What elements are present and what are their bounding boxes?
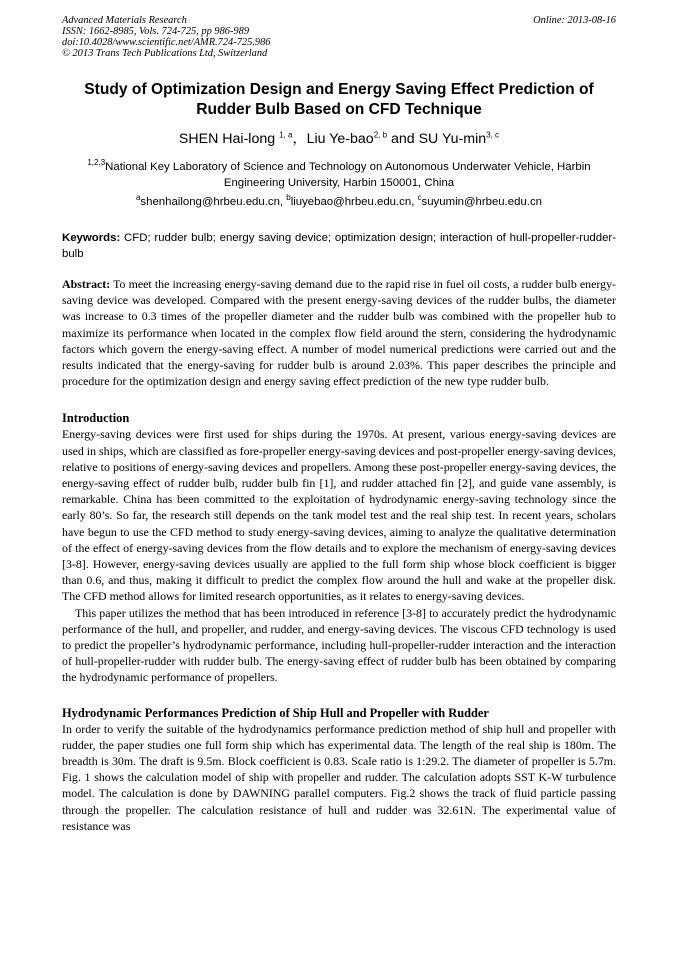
abstract [62, 276, 616, 389]
title-line-1: Study of Optimization Design and Energy Saving Effect Prediction of [84, 81, 594, 98]
author-3: SU Yu-min [418, 131, 487, 147]
paper-title [62, 80, 616, 120]
email-1[interactable]: shenhailong@hrbeu.edu.cn, [140, 196, 287, 208]
abstract-label: Abstract: [62, 277, 111, 291]
author-3-sup: 3, c [486, 130, 500, 140]
affiliation-line-1: National Key Laboratory of Science and Technology on Autonomous Underwater Vehicle, Harbin [105, 161, 591, 173]
email-2[interactable]: liuyebao@hrbeu.edu.cn, [290, 196, 418, 208]
doi[interactable]: doi:10.4028/www.scientific.net/AMR.724-725.986 [62, 37, 271, 48]
author-1-sup: 1, a [279, 130, 293, 140]
section-heading-hydrodynamic: Hydrodynamic Performances Prediction of Ship Hull and Propeller with Rudder [62, 705, 489, 720]
issn: ISSN: 1662-8985, Vols. 724-725, pp 986-989 [62, 26, 250, 37]
email-sup-c: c [417, 193, 422, 203]
journal-header [62, 15, 616, 59]
journal-name: Advanced Materials Research [62, 15, 187, 26]
author-list [62, 130, 616, 148]
email-3[interactable]: suyumin@hrbeu.edu.cn [421, 196, 543, 208]
keywords-text: CFD; rudder bulb; energy saving device; optimization design; interaction of hull-propeller-rudder-bulb [62, 232, 616, 260]
email-sup-a: a [135, 193, 141, 203]
affiliation [62, 159, 616, 191]
author-2: Liu Ye-bao [306, 131, 374, 147]
section-heading-introduction: Introduction [62, 411, 130, 426]
author-separator: ， [292, 131, 307, 147]
section2-paragraph-1: In order to verify the suitable of the hydrodynamics performance prediction method of ship hull and propeller with rudder, the paper studies one full form ship which has experimental data. The length of the real ship is 180m. The breadth is 30m. The draft is 9.5m. Block coefficient is 0.83. Scale ratio is 1:29.2. The diameter of propeller is 5.7m. Fig. 1 shows the calculation model of ship with propeller and rudder. The calculation adopts SST K-W turbulence model. The calculation is done by DAWNING parallel computers. Fig.2 shows the track of fluid particle passing through the propeller. The calculation resistance of hull and rudder was 32.61N. The experimental value of resistance was [62, 721, 616, 833]
author-emails [62, 194, 616, 210]
paper-body [62, 276, 616, 834]
abstract-text: To meet the increasing energy-saving demand due to the rapid rise in fuel oil costs, a rudder bulb energy-saving device was developed. Compared with the present energy-saving devices of the rudder bulbs, the diameter was increase to 0.3 times of the propeller diameter and the rudder bulb was combined with the propeller hub to maximize its performance when located in the complex flow field around the stern, considering the hydrodynamic factors which govern the energy-saving effect. A number of model numerical predictions were carried out and the results indicated that the energy-saving for rudder bulb is around 2.03%. This paper describes the principle and procedure for the optimization design and energy saving effect prediction of the new type rudder bulb. [62, 277, 616, 389]
keywords [62, 230, 616, 262]
keywords-label: Keywords: [62, 232, 121, 244]
author-1: SHEN Hai-long [178, 131, 280, 147]
author-and: and [387, 131, 419, 147]
online-date: Online: 2013-08-16 [533, 15, 616, 26]
intro-paragraph-1: Energy-saving devices were first used for ships during the 1970s. At present, various energy-saving devices are used in ships, which are classified as fore-propeller energy-saving devices and post-propeller energy-saving devices, relative to positions of energy-saving devices and propellers. Among these post-propeller energy-saving devices, the energy-saving effect of rudder bulb, rudder bulb fin [1], and rudder attached fin [2], and guide vane assembly, is remarkable. China has been committed to the exploitation of hydrodynamic energy-saving technology since the early 80’s. So far, the research still depends on the tank model test and the real ship test. In recent years, scholars have begun to use the CFD method to study energy-saving devices, aiming to analyze the qualitative determination of the effect of energy-saving devices from the flow details and to explore the mechanism of energy-saving devices [3-8]. However, energy-saving devices usually are applied to the full form ship whose block coefficient is bigger than 0.6, and thus, making it difficult to predict the complex flow around the hull and wake at the propeller disk. The CFD method allows for limited research opportunities, as it relates to energy-saving devices. [62, 427, 616, 604]
author-2-sup: 2, b [373, 130, 388, 140]
email-sup-b: b [286, 193, 291, 203]
affiliation-line-2: Engineering University, Harbin 150001, China [223, 177, 455, 189]
copyright: © 2013 Trans Tech Publications Ltd, Switzerland [62, 48, 268, 59]
affiliation-sup: 1,2,3 [87, 158, 106, 168]
title-line-2: Rudder Bulb Based on CFD Technique [196, 101, 482, 118]
intro-paragraph-2: This paper utilizes the method that has been introduced in reference [3-8] to accurately predict the hydrodynamic performance of the hull, and propeller, and rudder, and energy-saving devices. The viscous CFD technology is used to predict the propeller’s hydrodynamic performance, including hull-propeller-rudder interaction and the interaction of hull-propeller-rudder with rudder bulb. The energy-saving effect of rudder bulb has been obtained by comparing the hydrodynamic performance of propellers. [62, 605, 616, 685]
